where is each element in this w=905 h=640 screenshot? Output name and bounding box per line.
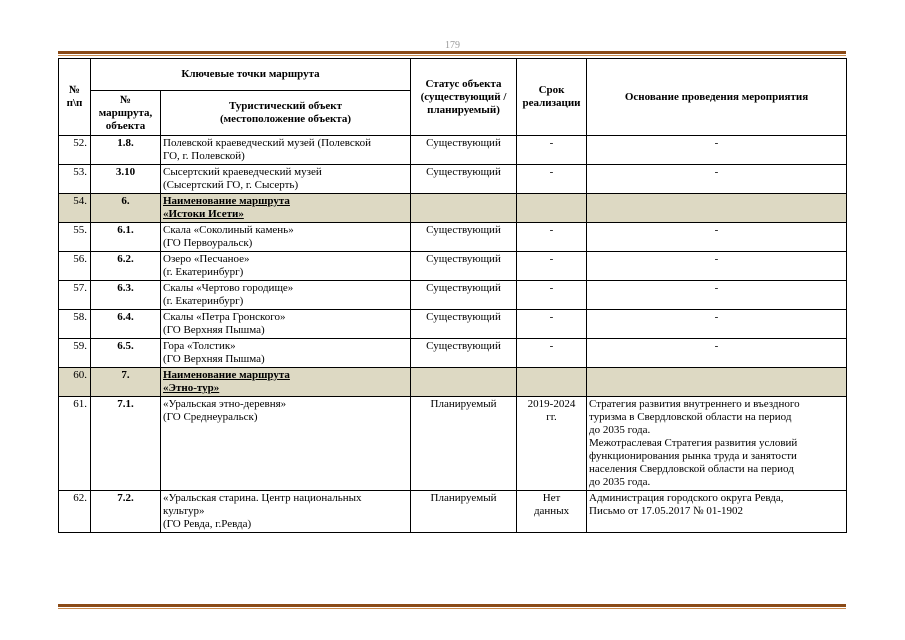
row-number: 61.	[59, 397, 91, 491]
basis-cell: -	[587, 339, 847, 368]
basis-cell: Администрация городского округа Ревда, Письмо от 17.05.2017 № 01-1902	[587, 491, 847, 533]
table-row	[59, 491, 847, 533]
basis-cell: -	[587, 281, 847, 310]
route-number-header: № маршрута, объекта	[91, 91, 161, 136]
object-cell: Озеро «Песчаное» (г. Екатеринбург)	[161, 252, 411, 281]
object-cell: Сысертский краеведческий музей (Сысертский ГО, г. Сысерть)	[161, 165, 411, 194]
object-cell: Полевской краеведческий музей (Полевской ГО, г. Полевской)	[161, 136, 411, 165]
row-number: 55.	[59, 223, 91, 252]
row-number: 58.	[59, 310, 91, 339]
route-code: 6.	[91, 194, 161, 223]
term-cell: -	[517, 223, 587, 252]
route-code: 6.2.	[91, 252, 161, 281]
basis-cell: -	[587, 136, 847, 165]
table-row	[59, 339, 847, 368]
basis-cell: -	[587, 223, 847, 252]
routes-table	[58, 58, 847, 533]
term-cell	[517, 368, 587, 397]
row-number: 54.	[59, 194, 91, 223]
tourist-object-header: Туристический объект (местоположение объекта)	[161, 91, 411, 136]
row-number: 56.	[59, 252, 91, 281]
status-header: Статус объекта (существующий / планируемый)	[411, 59, 517, 136]
route-code: 7.	[91, 368, 161, 397]
object-cell: «Уральская старина. Центр национальных культур» (ГО Ревда, г.Ревда)	[161, 491, 411, 533]
route-code: 6.4.	[91, 310, 161, 339]
basis-cell: -	[587, 310, 847, 339]
term-cell: -	[517, 252, 587, 281]
status-cell	[411, 194, 517, 223]
route-code: 7.1.	[91, 397, 161, 491]
page-number: 179	[445, 40, 460, 51]
object-cell: Гора «Толстик» (ГО Верхняя Пышма)	[161, 339, 411, 368]
footer-rule	[58, 604, 846, 609]
status-cell: Существующий	[411, 252, 517, 281]
route-code: 3.10	[91, 165, 161, 194]
status-cell: Существующий	[411, 136, 517, 165]
table-row	[59, 136, 847, 165]
table-row	[59, 252, 847, 281]
row-number: 60.	[59, 368, 91, 397]
table-row	[59, 223, 847, 252]
basis-cell: -	[587, 165, 847, 194]
header-rule	[58, 51, 846, 56]
row-number: 53.	[59, 165, 91, 194]
table-row	[59, 397, 847, 491]
route-code: 6.5.	[91, 339, 161, 368]
status-cell: Существующий	[411, 281, 517, 310]
term-cell: 2019-2024 гг.	[517, 397, 587, 491]
route-name-row	[59, 194, 847, 223]
object-cell: «Уральская этно-деревня» (ГО Среднеуральск)	[161, 397, 411, 491]
table-row	[59, 281, 847, 310]
key-points-header: Ключевые точки маршрута	[91, 59, 411, 91]
status-cell	[411, 368, 517, 397]
status-cell: Существующий	[411, 223, 517, 252]
object-cell: Скала «Соколиный камень» (ГО Первоуральск)	[161, 223, 411, 252]
term-cell: -	[517, 136, 587, 165]
term-header: Срок реализации	[517, 59, 587, 136]
route-code: 7.2.	[91, 491, 161, 533]
row-number: 59.	[59, 339, 91, 368]
object-cell: Скалы «Петра Гронского» (ГО Верхняя Пышма)	[161, 310, 411, 339]
object-cell: Наименование маршрута «Этно-тур»	[161, 368, 411, 397]
row-number: 52.	[59, 136, 91, 165]
term-cell: -	[517, 281, 587, 310]
term-cell: -	[517, 165, 587, 194]
basis-cell	[587, 368, 847, 397]
table-header	[59, 59, 847, 136]
basis-header: Основание проведения мероприятия	[587, 59, 847, 136]
route-code: 6.3.	[91, 281, 161, 310]
object-cell: Наименование маршрута «Истоки Исети»	[161, 194, 411, 223]
status-cell: Существующий	[411, 165, 517, 194]
row-number: 62.	[59, 491, 91, 533]
route-name-row	[59, 368, 847, 397]
table-row	[59, 310, 847, 339]
route-code: 1.8.	[91, 136, 161, 165]
basis-cell: -	[587, 252, 847, 281]
status-cell: Существующий	[411, 339, 517, 368]
status-cell: Планируемый	[411, 397, 517, 491]
row-number: 57.	[59, 281, 91, 310]
basis-cell: Стратегия развития внутреннего и въездного туризма в Свердловской области на период до 2035 года. Межотраслевая Стратегия развития условий функционирования рынка труда и занятости населения Свердловской области на период до 2035 года.	[587, 397, 847, 491]
term-cell: -	[517, 339, 587, 368]
object-cell: Скалы «Чертово городище» (г. Екатеринбург)	[161, 281, 411, 310]
route-code: 6.1.	[91, 223, 161, 252]
table-body	[59, 136, 847, 533]
status-cell: Существующий	[411, 310, 517, 339]
status-cell: Планируемый	[411, 491, 517, 533]
term-cell: Нет данных	[517, 491, 587, 533]
term-cell	[517, 194, 587, 223]
table-row	[59, 165, 847, 194]
col-number-header: № п\п	[59, 59, 91, 136]
basis-cell	[587, 194, 847, 223]
term-cell: -	[517, 310, 587, 339]
